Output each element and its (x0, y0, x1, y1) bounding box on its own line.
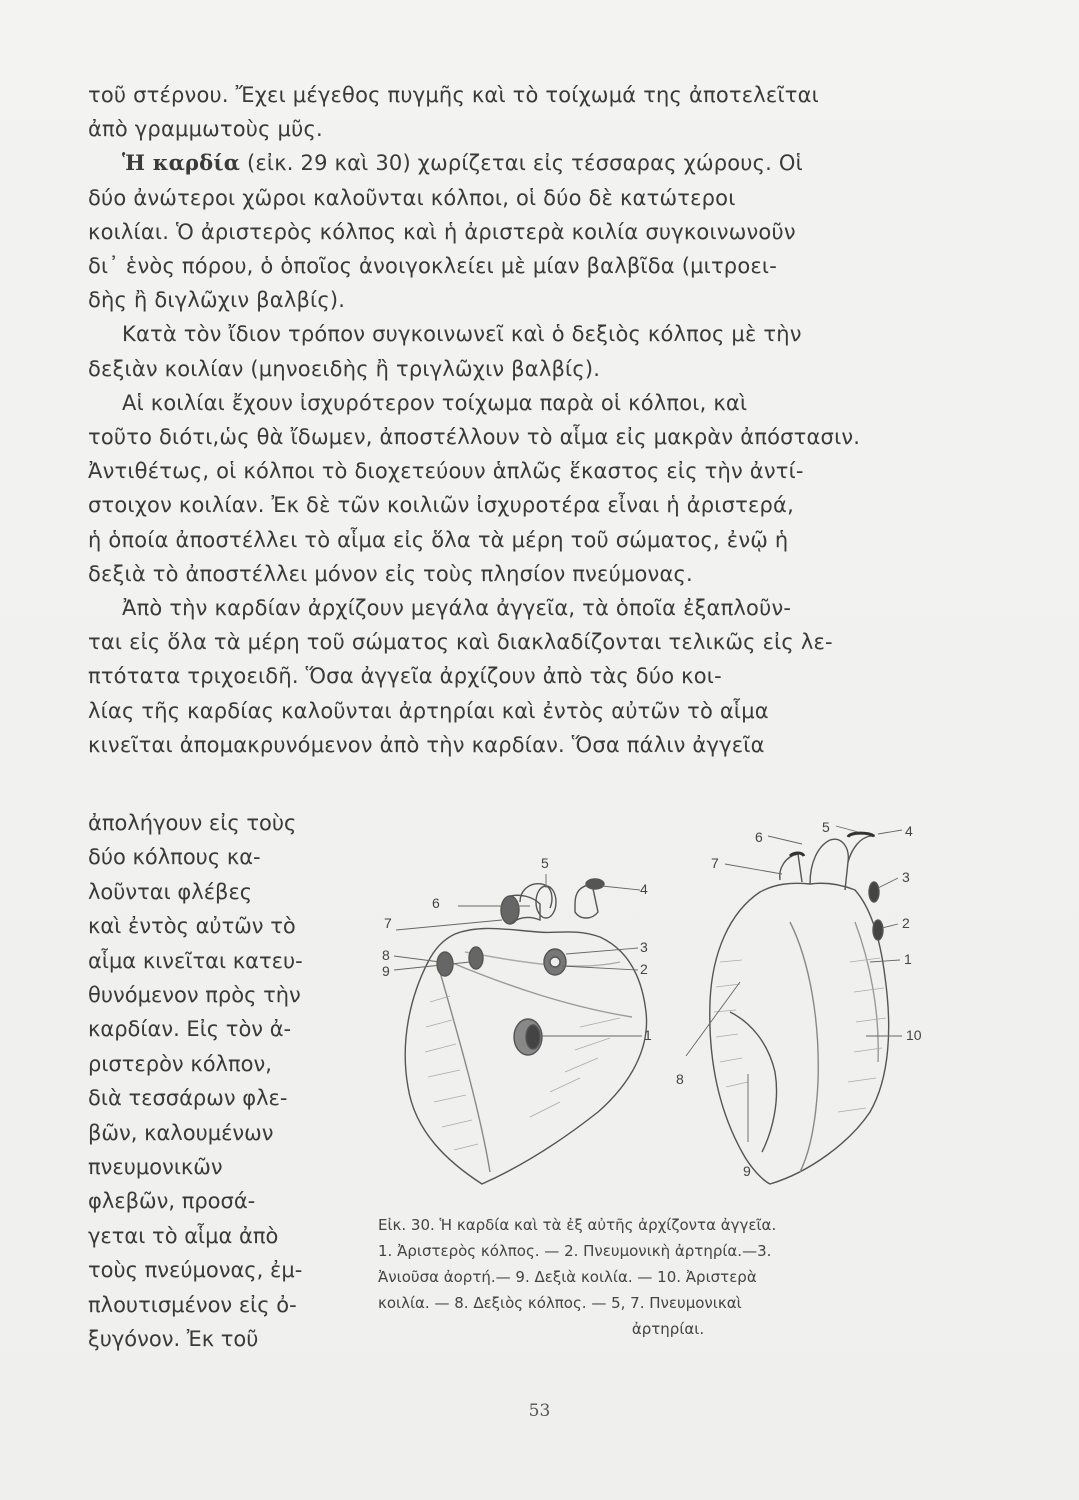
heart-illustration (370, 812, 970, 1192)
text-line: Αἱ κοιλίαι ἔχουν ἰσχυρότερον τοίχωμα παρὰ οἱ κόλποι, καὶ (122, 390, 748, 415)
fig-label: 3 (640, 939, 648, 955)
fig-label: 4 (640, 881, 648, 897)
heart-figure (370, 812, 970, 1192)
fig-label: 2 (640, 961, 648, 977)
text-line: ἀπὸ γραμμωτοὺς μῦς. (88, 117, 323, 142)
caption-line: Ἀνιοῦσα ἀορτή.— 9. Δεξιὰ κοιλία. — 10. Ἀριστερὰ (378, 1268, 757, 1286)
body-text (88, 78, 938, 762)
text-line: δεξιὰ τὸ ἀποστέλλει μόνον εἰς τοὺς πλησίον πνεύμονας. (88, 561, 693, 586)
text-line: βῶν, καλουμένων (88, 1120, 274, 1145)
text-line: ἀπολήγουν εἰς τοὺς (88, 811, 297, 835)
left-column-text (88, 806, 346, 1357)
heart-drawing-left (405, 879, 646, 1184)
fig-label: 5 (822, 819, 830, 835)
text-line: ται εἰς ὅλα τὰ μέρη τοῦ σώματος καὶ διακλαδίζονται τελικῶς εἰς λε- (88, 630, 833, 655)
fig-label: 2 (902, 915, 910, 931)
text-line: δύο ἀνώτεροι χῶροι καλοῦνται κόλποι, οἱ δύο δὲ κατώτεροι (88, 185, 736, 210)
text-line: τοῦ στέρνου. Ἔχει μέγεθος πυγμῆς καὶ τὸ τοίχωμά της ἀποτελεῖται (88, 83, 819, 107)
text-line: δι᾿ ἑνὸς πόρου, ὁ ὁποῖος ἀνοιγοκλείει μὲ μίαν βαλβῖδα (μιτροει- (88, 254, 778, 279)
fig-label: 4 (905, 823, 913, 839)
fig-label: 8 (382, 947, 390, 963)
fig-label: 7 (711, 855, 719, 871)
heart-drawing-right (710, 833, 889, 1184)
text-line: θυνόμενον πρὸς τὴν (88, 983, 301, 1008)
leader-lines (394, 826, 902, 1142)
fig-label: 6 (432, 895, 440, 911)
fig-label: 6 (755, 829, 763, 845)
caption-line: ἀρτηρίαι. (631, 1320, 705, 1338)
fig-label: 9 (743, 1163, 751, 1179)
text-line: φλεβῶν, προσά- (88, 1189, 256, 1214)
text-line: ριστερὸν κόλπον, (88, 1051, 272, 1076)
fig-label: 7 (384, 915, 392, 931)
text-line: πνευμονικῶν (88, 1155, 223, 1180)
text-line: τοὺς πνεύμονας, ἐμ- (88, 1258, 303, 1283)
figure-caption (378, 1212, 958, 1342)
text-line: καρδίαν. Εἰς τὸν ἀ- (88, 1017, 292, 1042)
text-line: πλουτισμένον εἰς ὀ- (88, 1292, 297, 1317)
text-line: δύο κόλπους κα- (88, 845, 261, 870)
text-line: Ἀπὸ τὴν καρδίαν ἀρχίζουν μεγάλα ἀγγεῖα, τὰ ὁποῖα ἐξαπλοῦν- (122, 596, 792, 621)
text-line: λίας τῆς καρδίας καλοῦνται ἀρτηρίαι καὶ ἐντὸς αὐτῶν τὸ αἷμα (88, 698, 769, 723)
text-line: ἡ ὁποία ἀποστέλλει τὸ αἷμα εἰς ὅλα τὰ μέρη τοῦ σώματος, ἐνῷ ἡ (88, 527, 789, 552)
caption-line: Εἰκ. 30. Ἡ καρδία καὶ τὰ ἐξ αὐτῆς ἀρχίζοντα ἀγγεῖα. (378, 1216, 777, 1234)
text-line: κινεῖται ἀπομακρυνόμενον ἀπὸ τὴν καρδίαν. Ὅσα πάλιν ἀγγεῖα (88, 732, 765, 757)
fig-label: 3 (902, 869, 910, 885)
fig-label: 5 (541, 855, 549, 871)
caption-line: κοιλία. — 8. Δεξιὸς κόλπος. — 5, 7. Πνευμονικαὶ (378, 1294, 742, 1312)
fig-label: 1 (904, 951, 912, 967)
figure-labels (382, 819, 922, 1179)
heading-heart: Ἡ καρδία (122, 150, 241, 176)
text-line: αἷμα κινεῖται κατευ- (88, 948, 303, 973)
text-line: κοιλίαι. Ὁ ἀριστερὸς κόλπος καὶ ἡ ἀριστερὰ κοιλία συγκοινωνοῦν (88, 219, 796, 244)
text-line: ξυγόνον. Ἐκ τοῦ (88, 1327, 259, 1352)
text-line: πτότατα τριχοειδῆ. Ὅσα ἀγγεῖα ἀρχίζουν ἀπὸ τὰς δύο κοι- (88, 664, 722, 689)
fig-label: 9 (382, 963, 390, 979)
text-line (88, 146, 938, 180)
text-line: διὰ τεσσάρων φλε- (88, 1086, 288, 1111)
text-line: Κατὰ τὸν ἴδιον τρόπον συγκοινωνεῖ καὶ ὁ δεξιὸς κόλπος μὲ τὴν (122, 322, 802, 347)
text-line: στοιχον κοιλίαν. Ἐκ δὲ τῶν κοιλιῶν ἰσχυροτέρα εἶναι ἡ ἀριστερά, (88, 493, 794, 518)
fig-label: 8 (676, 1071, 684, 1087)
fig-label: 10 (906, 1027, 922, 1043)
text-fragment: (εἰκ. 29 καὶ 30) χωρίζεται εἰς τέσσαρας χώρους. Οἱ (240, 151, 803, 176)
fig-label: 1 (644, 1027, 652, 1043)
text-line: τοῦτο διότι,ὡς θὰ ἴδωμεν, ἀποστέλλουν τὸ αἷμα εἰς μακρὰν ἀπόστασιν. (88, 425, 861, 450)
text-line: Ἀντιθέτως, οἱ κόλποι τὸ διοχετεύουν ἁπλῶς ἕκαστος εἰς τὴν ἀντί- (88, 459, 804, 484)
caption-line: 1. Ἀριστερὸς κόλπος. — 2. Πνευμονικὴ ἀρτηρία.—3. (378, 1242, 772, 1260)
text-line: δὴς ἢ διγλῶχιν βαλβίς). (88, 288, 346, 313)
text-line: καὶ ἐντὸς αὐτῶν τὸ (88, 914, 296, 939)
text-line: γεται τὸ αἷμα ἀπὸ (88, 1223, 279, 1248)
text-line: λοῦνται φλέβες (88, 879, 253, 904)
text-line: δεξιὰν κοιλίαν (μηνοειδὴς ἢ τριγλῶχιν βαλβίς). (88, 356, 601, 381)
page-number: 53 (528, 1401, 551, 1421)
